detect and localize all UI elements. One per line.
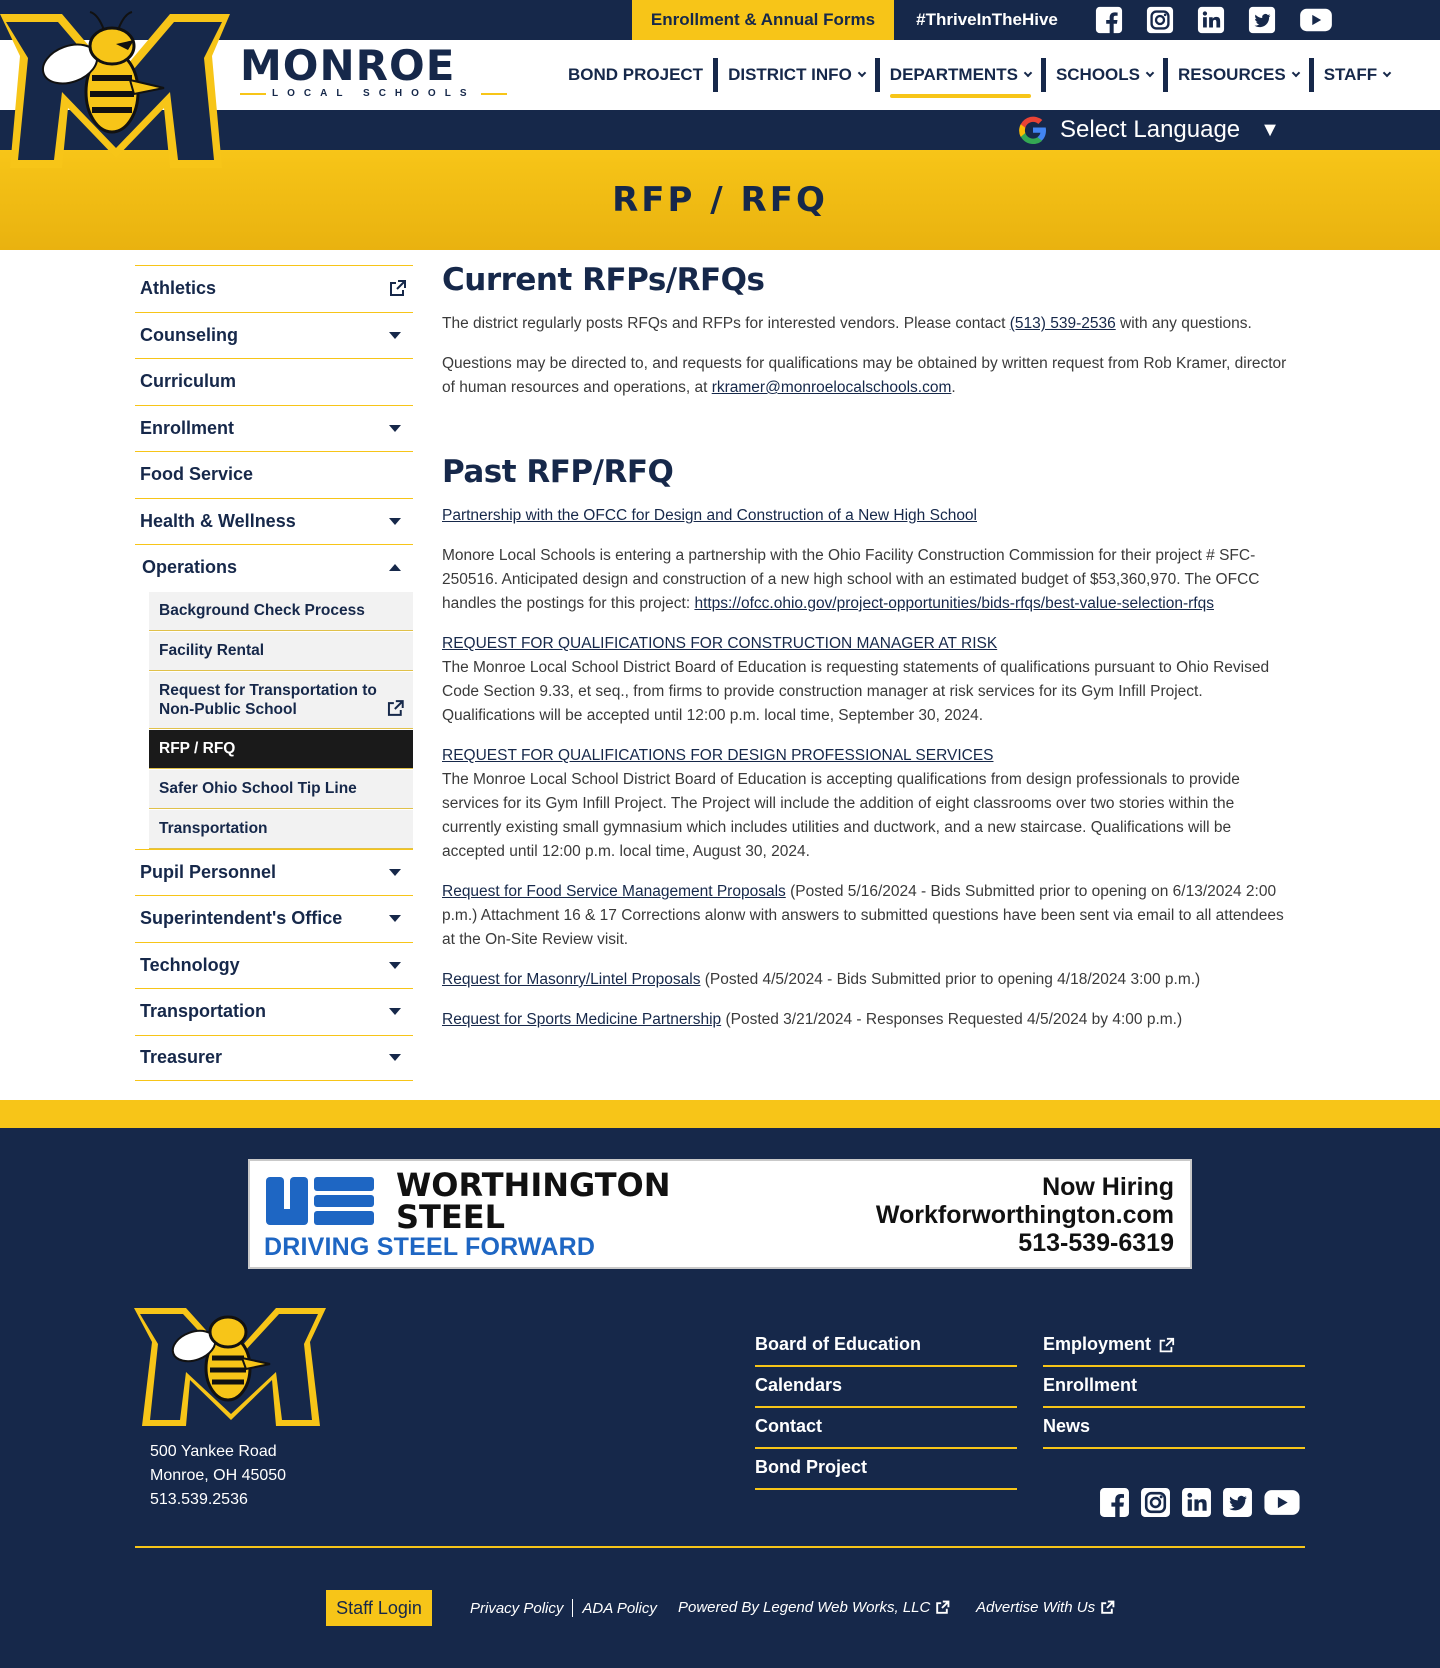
- page-title: RFP / RFQ: [612, 180, 828, 220]
- subnav-facility-rental[interactable]: Facility Rental: [149, 631, 413, 671]
- external-link-icon: [387, 279, 407, 299]
- cmr-paragraph: REQUEST FOR QUALIFICATIONS FOR CONSTRUCTION MANAGER AT RISK The Monroe Local School District Board of Education is requesting statements of qualifications pursuant to Ohio Revised Code Section 9.33, et seq., from firms to provide construction manager at risk services for its Gym Infill Project. Qualifications will be accepted until 12:00 p.m. local time, September 30, 2024.: [442, 635, 1270, 724]
- sidebar-item-counseling[interactable]: Counseling: [135, 312, 413, 359]
- sidebar-item-transportation[interactable]: Transportation: [135, 988, 413, 1035]
- language-selector[interactable]: [1016, 114, 1280, 146]
- google-icon: [1016, 113, 1050, 147]
- brand-name: MONROE: [240, 41, 456, 90]
- subnav-background-check[interactable]: Background Check Process: [149, 591, 413, 631]
- caret-down-icon[interactable]: [389, 332, 401, 339]
- sidebar-item-pupil-personnel[interactable]: Pupil Personnel: [135, 849, 413, 896]
- external-link-icon: [1157, 1337, 1175, 1355]
- nav-schools[interactable]: SCHOOLS: [1048, 58, 1161, 92]
- brand-subtitle: LOCAL SCHOOLS: [272, 88, 476, 99]
- footer-phone[interactable]: 513.539.2536: [150, 1491, 248, 1508]
- footer-link-enrollment[interactable]: Enrollment: [1043, 1367, 1305, 1408]
- footer-link-board[interactable]: Board of Education: [755, 1326, 1017, 1367]
- food-service-link[interactable]: Request for Food Service Management Proposals: [442, 883, 786, 900]
- enrollment-forms-button[interactable]: Enrollment & Annual Forms: [632, 0, 894, 40]
- past-rfp-heading: Past RFP/RFQ: [442, 454, 674, 490]
- header-social-links: [1094, 6, 1334, 34]
- subnav-transportation[interactable]: Transportation: [149, 809, 413, 849]
- sidebar-item-technology[interactable]: Technology: [135, 942, 413, 989]
- sidebar-item-treasurer[interactable]: Treasurer: [135, 1035, 413, 1082]
- external-link-icon: [385, 699, 405, 719]
- external-link-icon: [934, 1600, 950, 1616]
- policy-links: [470, 1599, 657, 1617]
- dropdown-arrow-icon: ▼: [1260, 118, 1280, 141]
- caret-down-icon[interactable]: [389, 915, 401, 922]
- sidebar-item-enrollment[interactable]: Enrollment: [135, 405, 413, 452]
- linkedin-icon[interactable]: [1181, 1487, 1212, 1518]
- footer-links: [755, 1326, 1305, 1490]
- youtube-icon[interactable]: [1263, 1487, 1301, 1518]
- hashtag-link[interactable]: #ThriveInTheHive: [916, 10, 1058, 29]
- ad-contact: Now Hiring Workforworthington.com 513-539-6319: [875, 1173, 1174, 1257]
- ad-company: WORTHINGTON STEEL: [396, 1166, 671, 1236]
- ada-policy-link[interactable]: ADA Policy: [582, 1599, 657, 1617]
- district-logo[interactable]: [0, 8, 232, 178]
- dps-link[interactable]: REQUEST FOR QUALIFICATIONS FOR DESIGN PROFESSIONAL SERVICES: [442, 747, 994, 764]
- caret-down-icon[interactable]: [389, 1008, 401, 1015]
- advertise-link[interactable]: Advertise With Us: [976, 1599, 1115, 1616]
- sidebar-item-health-wellness[interactable]: Health & Wellness: [135, 498, 413, 545]
- sidebar-item-curriculum[interactable]: Curriculum: [135, 358, 413, 405]
- linkedin-icon[interactable]: [1196, 6, 1226, 34]
- chevron-down-icon: [1291, 69, 1299, 77]
- phone-link[interactable]: (513) 539-2536: [1009, 315, 1116, 332]
- caret-down-icon[interactable]: [389, 518, 401, 525]
- sports-medicine-paragraph: Request for Sports Medicine Partnership (Posted 3/21/2024 - Responses Requested 4/5/2024 by 4:00 p.m.): [442, 1011, 1183, 1028]
- contact-paragraph: Questions may be directed to, and requests for qualifications may be obtained by written request from Rob Kramer, director of human resources and operations, at rkramer@monroelocalschools.com.: [442, 355, 1287, 396]
- footer-link-calendars[interactable]: Calendars: [755, 1367, 1017, 1408]
- facebook-icon[interactable]: [1099, 1487, 1130, 1518]
- facebook-icon[interactable]: [1094, 6, 1124, 34]
- subnav-rfp-rfq[interactable]: RFP / RFQ: [149, 729, 413, 769]
- chevron-down-icon: [1146, 69, 1154, 77]
- caret-down-icon[interactable]: [389, 1054, 401, 1061]
- footer-address: 500 Yankee Road Monroe, OH 45050 513.539.2536: [150, 1440, 286, 1512]
- ofcc-partnership-link[interactable]: Partnership with the OFCC for Design and Construction of a New High School: [442, 507, 977, 524]
- chevron-down-icon: [1383, 69, 1391, 77]
- nav-resources[interactable]: RESOURCES: [1170, 58, 1307, 92]
- ofcc-url-link[interactable]: https://ofcc.ohio.gov/project-opportunities/bids-rfqs/best-value-selection-rfqs: [694, 595, 1214, 612]
- ofcc-paragraph: Monore Local Schools is entering a partnership with the Ohio Facility Construction Commission for their project # SFC-250516. Anticipated design and construction of a new high school with an estimated budget of $53,360,970. The OFCC handles the postings for this project: https://ofcc.ohio.gov/project-opportunities/bids-rfqs/best-value-selection-rfqs: [442, 547, 1260, 612]
- external-link-icon: [1099, 1600, 1115, 1616]
- caret-down-icon[interactable]: [389, 869, 401, 876]
- instagram-icon[interactable]: [1140, 1487, 1171, 1518]
- current-rfps-heading: Current RFPs/RFQs: [442, 262, 765, 298]
- twitter-icon[interactable]: [1222, 1487, 1253, 1518]
- operations-subnav: [149, 591, 413, 849]
- footer-link-bond-project[interactable]: Bond Project: [755, 1449, 1017, 1490]
- footer-bottom: [0, 1590, 1440, 1626]
- caret-down-icon[interactable]: [389, 962, 401, 969]
- powered-by-link[interactable]: Powered By Legend Web Works, LLC: [678, 1599, 950, 1616]
- privacy-policy-link[interactable]: Privacy Policy: [470, 1599, 564, 1617]
- main-content: [442, 262, 1292, 1048]
- language-label: Select Language: [1060, 116, 1241, 143]
- worthington-steel-logo: [266, 1175, 378, 1231]
- nav-departments[interactable]: DEPARTMENTS: [882, 58, 1039, 92]
- caret-down-icon[interactable]: [389, 425, 401, 432]
- nav-staff[interactable]: STAFF: [1316, 58, 1399, 92]
- footer-social-links: [1099, 1487, 1301, 1518]
- subnav-transportation-request[interactable]: Request for Transportation to Non-Public School: [149, 671, 413, 729]
- twitter-icon[interactable]: [1247, 6, 1277, 34]
- footer-logo[interactable]: [134, 1302, 328, 1432]
- ad-tagline: DRIVING STEEL FORWARD: [264, 1233, 596, 1261]
- youtube-icon[interactable]: [1298, 6, 1334, 34]
- dps-paragraph: REQUEST FOR QUALIFICATIONS FOR DESIGN PROFESSIONAL SERVICES The Monroe Local School District Board of Education is accepting qualifications from design professionals to provide services for its Gym Infill Project. The Project will include the addition of eight classrooms over two stories within the currently existing small gymnasium which includes utilities and ductwork, and a new staircase. Qualifications will be accepted until 12:00 p.m. local time, August 30, 2024.: [442, 747, 1240, 860]
- sports-medicine-link[interactable]: Request for Sports Medicine Partnership: [442, 1011, 722, 1028]
- site-brand[interactable]: [240, 41, 507, 99]
- staff-login-button[interactable]: Staff Login: [326, 1590, 432, 1626]
- site-footer: [0, 1280, 1440, 1668]
- footer-link-news[interactable]: News: [1043, 1408, 1305, 1449]
- divider-band: [0, 1100, 1440, 1128]
- footer-link-contact[interactable]: Contact: [755, 1408, 1017, 1449]
- sidebar-item-food-service[interactable]: Food Service: [135, 451, 413, 498]
- intro-paragraph: The district regularly posts RFQs and RFPs for interested vendors. Please contact (513) 539-2536 with any questions.: [442, 315, 1252, 332]
- masonry-paragraph: Request for Masonry/Lintel Proposals (Posted 4/5/2024 - Bids Submitted prior to opening 4/18/2024 3:00 p.m.): [442, 971, 1201, 988]
- footer-divider: [135, 1546, 1305, 1548]
- subnav-safer-ohio[interactable]: Safer Ohio School Tip Line: [149, 769, 413, 809]
- sidebar-item-athletics[interactable]: Athletics: [135, 265, 413, 312]
- sidebar-item-superintendent[interactable]: Superintendent's Office: [135, 895, 413, 942]
- footer-link-employment[interactable]: Employment: [1043, 1326, 1305, 1367]
- nav-bond-project[interactable]: BOND PROJECT: [568, 65, 704, 84]
- instagram-icon[interactable]: [1145, 6, 1175, 34]
- cmr-link[interactable]: REQUEST FOR QUALIFICATIONS FOR CONSTRUCTION MANAGER AT RISK: [442, 635, 998, 652]
- nav-district-info[interactable]: DISTRICT INFO: [720, 58, 873, 92]
- chevron-down-icon: [858, 69, 866, 77]
- sponsor-ad[interactable]: [248, 1159, 1192, 1269]
- email-link[interactable]: rkramer@monroelocalschools.com: [711, 379, 952, 396]
- main-navigation: [560, 40, 1398, 110]
- caret-up-icon[interactable]: [389, 564, 401, 571]
- sidebar-item-operations[interactable]: Operations: [135, 544, 413, 591]
- masonry-link[interactable]: Request for Masonry/Lintel Proposals: [442, 971, 701, 988]
- food-service-paragraph: Request for Food Service Management Proposals (Posted 5/16/2024 - Bids Submitted prior to opening on 6/13/2024 2:00 p.m.) Attachment 16 & 17 Corrections alonw with answers to submitted questions have been sent via email to all attendees at the On-Site Review visit.: [442, 883, 1284, 948]
- sidebar-nav: [135, 265, 413, 1081]
- chevron-down-icon: [1024, 69, 1032, 77]
